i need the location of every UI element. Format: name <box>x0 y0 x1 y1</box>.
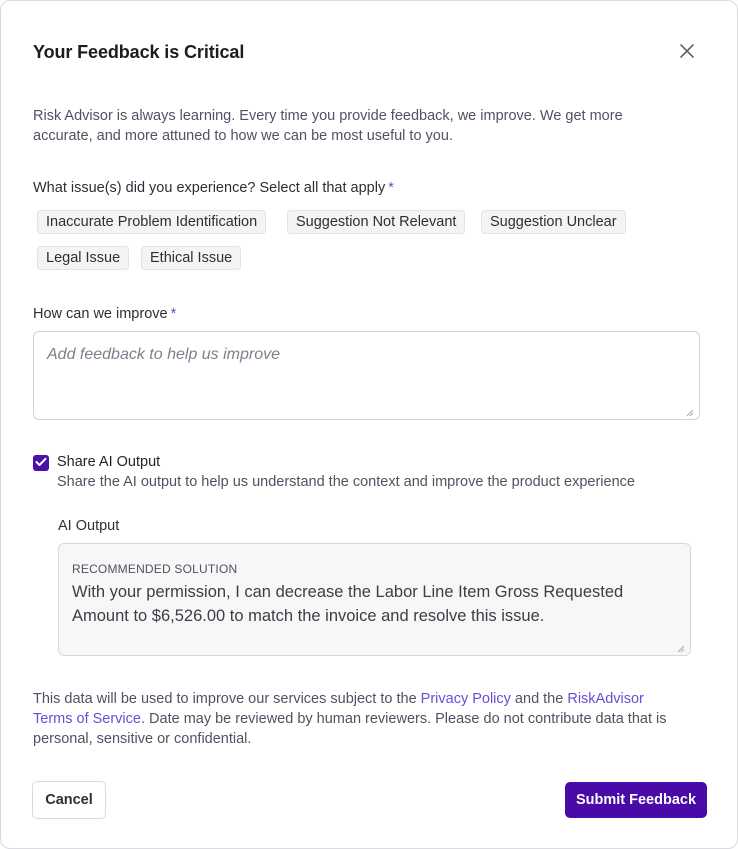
resize-handle-icon[interactable] <box>684 404 694 414</box>
required-mark: * <box>388 180 394 196</box>
feedback-textarea[interactable] <box>33 331 700 420</box>
submit-feedback-button[interactable]: Submit Feedback <box>565 782 707 818</box>
issues-label <box>33 180 394 196</box>
share-ai-output-description: Share the AI output to help us understand the context and improve the product experience <box>57 474 635 490</box>
cancel-button[interactable]: Cancel <box>32 781 106 819</box>
chip-inaccurate-problem-identification[interactable]: Inaccurate Problem Identification <box>37 210 266 234</box>
disclaimer-part2: and the <box>510 691 568 707</box>
resize-handle-icon[interactable] <box>675 640 685 650</box>
checkmark-icon <box>35 454 47 472</box>
chip-ethical-issue[interactable]: Ethical Issue <box>141 246 241 270</box>
ai-output-label: AI Output <box>58 518 120 534</box>
close-button[interactable] <box>675 41 699 65</box>
issues-label-text: What issue(s) did you experience? Select all that apply <box>33 180 386 196</box>
dialog-title: Your Feedback is Critical <box>33 42 245 62</box>
required-mark: * <box>170 306 177 322</box>
ai-output-heading: RECOMMENDED SOLUTION <box>72 562 238 576</box>
improve-label <box>33 306 176 322</box>
improve-label-text: How can we improve <box>33 306 168 322</box>
disclaimer-part3: . Date may be reviewed by human reviewers. Please do not contribute data that is personal, sensitive or confidential. <box>33 711 667 747</box>
privacy-policy-link[interactable]: Privacy Policy <box>420 691 511 707</box>
close-icon <box>679 43 695 64</box>
terms-of-service-link[interactable]: RiskAdvisor Terms of Service <box>33 691 644 727</box>
disclaimer-part1: This data will be used to improve our services subject to the <box>33 691 421 707</box>
chip-suggestion-not-relevant[interactable]: Suggestion Not Relevant <box>287 210 465 234</box>
ai-output-box[interactable] <box>58 543 691 656</box>
intro-text: Risk Advisor is always learning. Every time you provide feedback, we improve. We get more accurate, and more attuned to how we can be most useful to you. <box>33 108 623 144</box>
chip-legal-issue[interactable]: Legal Issue <box>37 246 129 270</box>
disclaimer-text <box>33 689 673 749</box>
share-ai-output-checkbox[interactable] <box>33 455 49 471</box>
share-ai-output-label: Share AI Output <box>57 454 161 470</box>
ai-output-text: With your permission, I can decrease the Labor Line Item Gross Requested Amount to $6,526.00 to match the invoice and resolve this issue. <box>72 583 624 625</box>
feedback-placeholder: Add feedback to help us improve <box>47 346 281 363</box>
chip-suggestion-unclear[interactable]: Suggestion Unclear <box>481 210 626 234</box>
